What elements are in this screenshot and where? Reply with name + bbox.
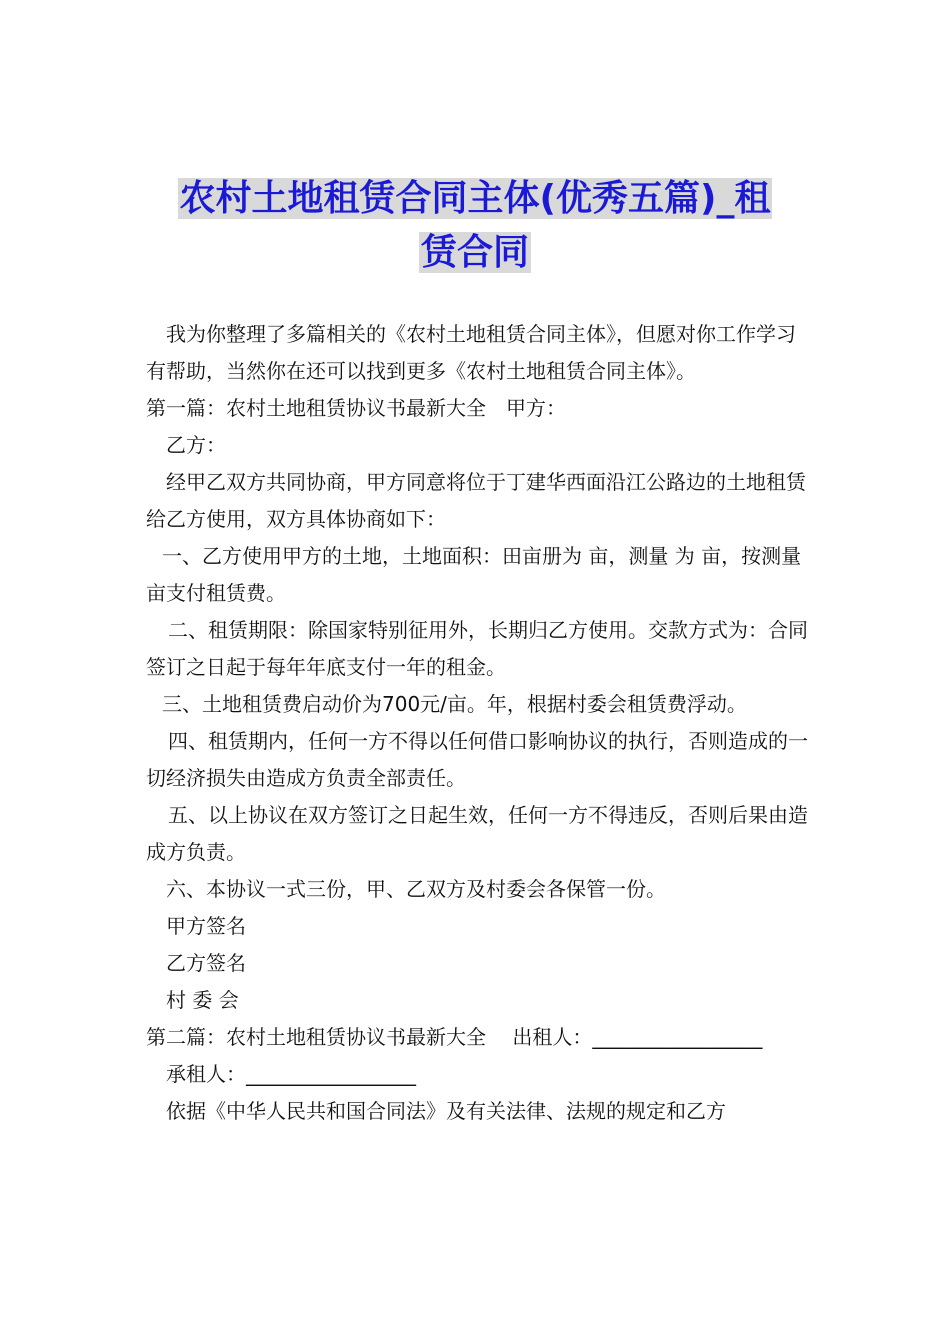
paragraph-sign-b: 乙方签名 [166,951,246,975]
paragraph-party-b: 乙方： [166,433,226,457]
paragraph-clause-2: 二、租赁期限：除国家特别征用外，长期归乙方使用。交款方式为：合同签订之日起于每年年底支付一年的租金。 [146,618,808,679]
paragraph-clause-3: 三、土地租赁费启动价为700元/亩。年，根据村委会租赁费浮动。 [162,692,747,716]
paragraph-clause-1: 一、乙方使用甲方的土地，土地面积：田亩册为 亩，测量 为 亩，按测量 亩支付租赁费。 [146,544,808,605]
paragraph-sign-a: 甲方签名 [166,914,246,938]
paragraph-basis: 依据《中华人民共和国合同法》及有关法律、法规的规定和乙方 [166,1099,726,1123]
paragraph-clause-5: 五、以上协议在双方签订之日起生效，任何一方不得违反，否则后果由造成方负责。 [146,803,808,864]
paragraph-agreement: 经甲乙双方共同协商，甲方同意将位于丁建华西面沿江公路边的土地租赁给乙方使用，双方具体协商如下： [146,470,806,531]
paragraph-part1-heading: 第一篇：农村土地租赁协议书最新大全 甲方： [146,396,566,420]
document-body [146,316,808,1130]
paragraph-sign-village: 村 委 会 [166,988,239,1012]
document-title [150,172,800,280]
paragraph-part2-heading: 第二篇：农村土地租赁协议书最新大全 出租人：_________________ [146,1025,763,1049]
paragraph-clause-4: 四、租赁期内，任何一方不得以任何借口影响协议的执行，否则造成的一切经济损失由造成方负责全部责任。 [146,729,808,790]
title-line-1: 农村土地租赁合同主体(优秀五篇)_租 [179,178,771,219]
paragraph-intro: 我为你整理了多篇相关的《农村土地租赁合同主体》，但愿对你工作学习有帮助，当然你在还可以找到更多《农村土地租赁合同主体》。 [146,322,796,383]
title-line-2: 赁合同 [420,232,529,273]
paragraph-clause-6: 六、本协议一式三份，甲、乙双方及村委会各保管一份。 [166,877,666,901]
paragraph-lessee: 承租人：_________________ [166,1062,416,1086]
